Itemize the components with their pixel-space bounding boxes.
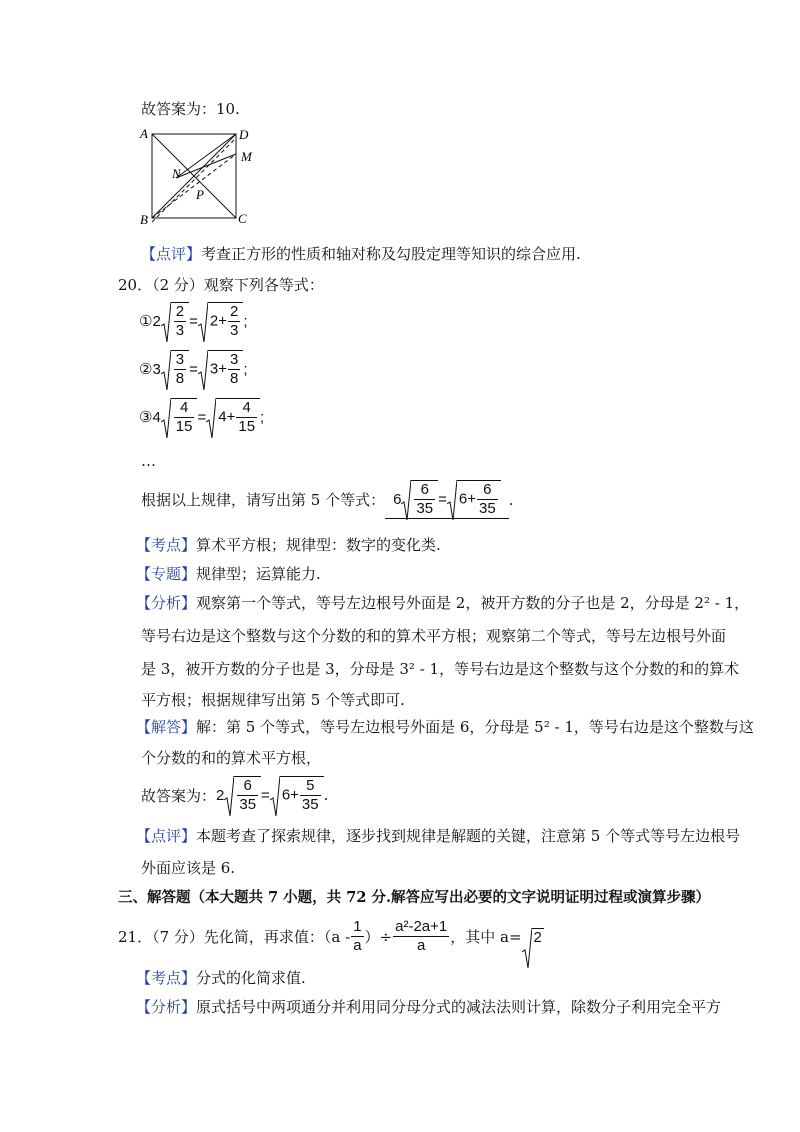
q20-eq-2: [139, 350, 248, 388]
equals: =: [189, 360, 198, 378]
kaodian-text: 算术平方根；规律型：数字的变化类.: [196, 536, 441, 554]
den: 35: [479, 500, 496, 517]
sqrt-rhs: [198, 350, 243, 388]
q20-zhuanti: [136, 563, 321, 584]
fenxi-line: 观察第一个等式，等号左边根号外面是 2，被开方数的分子也是 2，分母是 2² - 1，: [196, 594, 750, 612]
q19-answer-line: 故答案为：10.: [141, 100, 240, 118]
rhs-int: 6+: [458, 490, 476, 508]
equals: =: [261, 786, 270, 804]
num: 6: [414, 481, 435, 500]
answer-eq: [216, 776, 324, 814]
equals: =: [189, 312, 198, 330]
den: 8: [175, 370, 185, 387]
den: 8: [230, 370, 239, 387]
tail: ;: [260, 408, 265, 426]
section-heading: 三、解答题（本大题共 7 小题，共 72 分.解答应写出必要的文字说明证明过程或演算步骤）: [118, 889, 711, 906]
q19-comment: [141, 243, 581, 264]
rhs-int: 3+: [209, 360, 228, 378]
ask-suffix: .: [508, 490, 514, 509]
zhuanti-text: 规律型；运算能力.: [196, 565, 321, 583]
frac-1-over-a: [351, 918, 363, 955]
num: 3: [175, 351, 185, 368]
q21-kaodian: [136, 967, 306, 988]
divide-sign: ）÷: [364, 928, 393, 946]
kaodian-text: 分式的化简求值.: [196, 969, 306, 987]
den: 15: [238, 418, 256, 435]
num: 6: [237, 777, 258, 796]
circle-number: ②: [139, 361, 153, 378]
den: 3: [230, 322, 239, 339]
num: 4: [174, 399, 195, 418]
q20-answer: [141, 776, 328, 814]
circle-number: ③: [139, 409, 153, 426]
comment-text: 考查正方形的性质和轴对称及勾股定理等知识的综合应用.: [201, 245, 581, 263]
den: 15: [175, 418, 193, 435]
sqrt-rhs: [270, 776, 324, 814]
den: 35: [301, 796, 319, 813]
comment-tag: 【点评】: [141, 245, 202, 263]
q20-stem: 20．（2 分）观察下列各等式：: [118, 276, 324, 294]
answer-suffix: .: [323, 786, 329, 804]
frac-quadratic: [393, 918, 449, 955]
den: a: [353, 937, 362, 954]
jieda-line: 解：第 5 个等式，等号左边根号外面是 6，分母是 5² - 1，等号右边是这个整数与这: [196, 718, 754, 736]
num: 2: [175, 303, 185, 320]
equals: =: [197, 408, 207, 426]
num: 3: [230, 351, 239, 368]
num: 1: [353, 918, 362, 935]
label-C: C: [238, 211, 247, 226]
label-A: A: [140, 126, 148, 141]
equals: =: [438, 490, 447, 508]
den: 35: [239, 796, 257, 813]
jieda-tag: 【解答】: [136, 718, 197, 736]
sqrt-rhs: [206, 398, 260, 436]
answer-prefix: 故答案为：: [141, 786, 217, 805]
coef: 3: [152, 360, 161, 378]
circle-number: ①: [139, 313, 153, 330]
q20-fenxi-2: 等号右边是这个整数与这个分数的和的算术平方根；观察第二个等式，等号左边根号外面: [141, 627, 727, 645]
q20-ask: [141, 480, 513, 519]
sqrt-2: [522, 928, 544, 946]
q20-fenxi-3: 是 3，被开方数的分子也是 3，分母是 3² - 1，等号右边是这个整数与这个分数的和的算术: [141, 660, 740, 678]
fenxi-text: 原式括号中两项通分并利用同分母分式的减法法则计算，除数分子利用完全平方: [196, 998, 722, 1016]
q20-eq-3: [139, 398, 264, 436]
tail: ;: [243, 312, 248, 330]
coef: 2: [216, 786, 225, 804]
rhs-int: 4+: [218, 408, 236, 426]
num: 2: [230, 303, 239, 320]
q20-dianping-1: [136, 825, 740, 846]
sqrt-lhs: [401, 480, 438, 518]
q20-kaodian: [136, 534, 441, 555]
sqrt-lhs: [161, 302, 189, 340]
coef: 4: [152, 408, 161, 426]
den: 35: [416, 500, 434, 517]
zhuanti-tag: 【专题】: [136, 565, 197, 583]
fenxi-tag: 【分析】: [136, 594, 197, 612]
q21-stem: [118, 918, 544, 955]
ask-prefix: 根据以上规律，请写出第 5 个等式：: [141, 491, 386, 509]
label-P: P: [196, 187, 204, 202]
rhs-int: 6+: [281, 786, 299, 804]
radicand: 2: [533, 928, 542, 946]
num: 5: [300, 777, 321, 796]
q21-fenxi: [136, 996, 721, 1017]
den: 3: [175, 322, 185, 339]
q20-fenxi-4: 平方根；根据规律写出第 5 个等式即可.: [141, 691, 405, 709]
answer-blank: [385, 480, 509, 519]
coef: 2: [152, 312, 161, 330]
sqrt-rhs: [447, 480, 501, 518]
sqrt-lhs: [224, 776, 261, 814]
q20-fenxi-1: [136, 592, 749, 613]
den: a: [417, 937, 426, 954]
num: 6: [477, 481, 498, 500]
num: a²-2a+1: [395, 918, 448, 935]
label-M: M: [241, 149, 252, 164]
square-geometry-figure: [136, 126, 266, 226]
tail: ;: [243, 360, 248, 378]
dianping-line: 本题考查了探索规律，逐步找到规律是解题的关键，注意第 5 个等式等号左边根号: [196, 827, 741, 845]
label-D: D: [239, 127, 249, 142]
sqrt-lhs: [161, 398, 198, 436]
ellipsis: …: [141, 452, 156, 470]
label-N: N: [172, 166, 181, 181]
rhs-int: 2+: [209, 312, 228, 330]
sqrt-rhs: [198, 302, 243, 340]
q20-jieda-1: [136, 716, 754, 737]
q20-dianping-2: 外面应该是 6.: [141, 859, 236, 877]
q21-stem-prefix: 21．（7 分）先化简，再求值：（a -: [118, 928, 351, 946]
kaodian-tag: 【考点】: [136, 969, 197, 987]
coef: 6: [393, 490, 402, 508]
fenxi-tag: 【分析】: [136, 998, 197, 1016]
label-B: B: [140, 212, 148, 226]
num: 4: [236, 399, 257, 418]
q20-eq-1: [139, 302, 248, 340]
dianping-tag: 【点评】: [136, 827, 197, 845]
sqrt-lhs: [161, 350, 189, 388]
q21-stem-suffix: ，其中 a=: [450, 928, 522, 946]
kaodian-tag: 【考点】: [136, 536, 197, 554]
q20-jieda-2: 个分数的和的算术平方根，: [141, 749, 322, 767]
